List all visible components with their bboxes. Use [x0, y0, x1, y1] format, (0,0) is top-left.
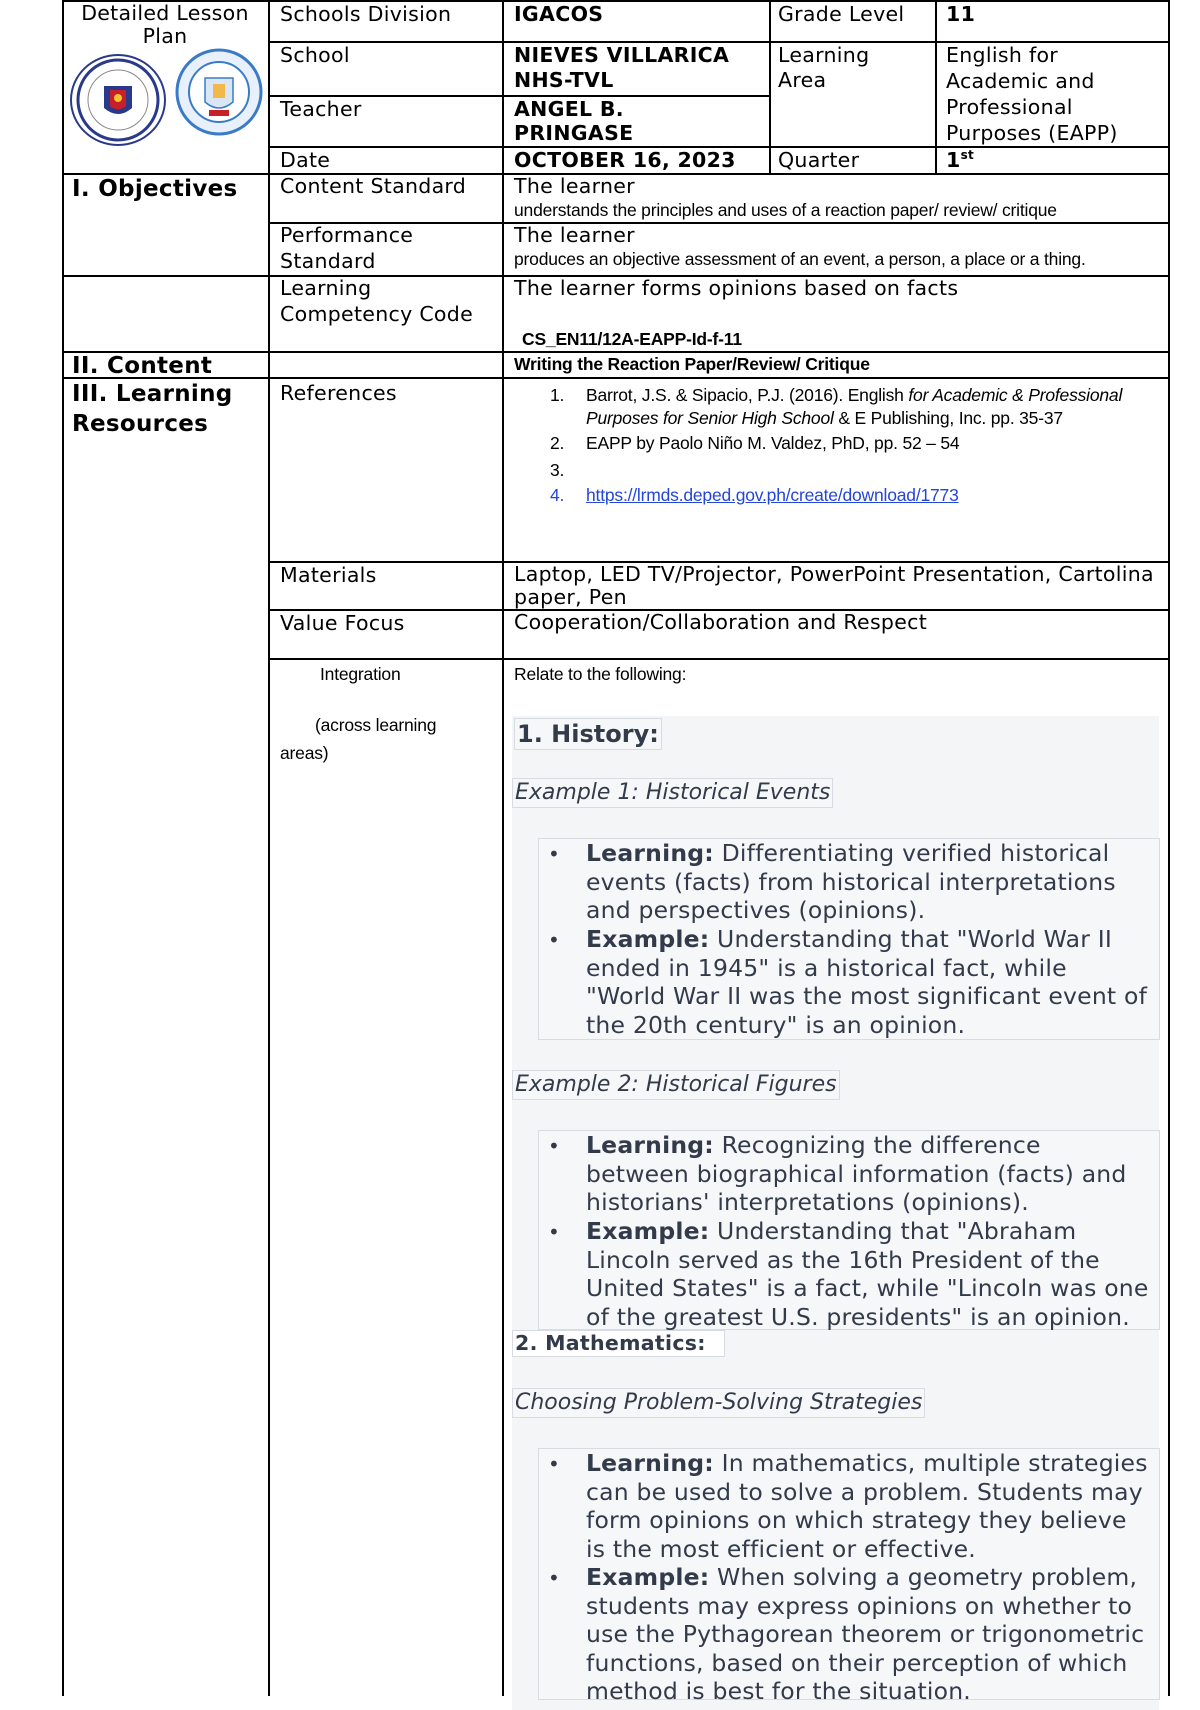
- quarter-value: 1st: [946, 148, 975, 172]
- school-value-line2: NHS-TVL: [514, 68, 614, 92]
- content-heading: II. Content: [72, 353, 213, 379]
- grade-level-value: 11: [946, 2, 976, 26]
- integration-sub-line1: (across learning: [315, 715, 437, 735]
- materials-line1: Laptop, LED TV/Projector, PowerPoint Presentation, Cartolina: [514, 562, 1154, 586]
- schools-division-label: Schools Division: [280, 2, 452, 26]
- example2-title: Example 2: Historical Figures: [512, 1070, 840, 1100]
- ref1-num: 1.: [550, 385, 565, 405]
- materials-line2: paper, Pen: [514, 585, 627, 609]
- competency-label-line1: Learning: [280, 276, 372, 300]
- competency-label-line2: Competency Code: [280, 302, 473, 326]
- objectives-heading: I. Objectives: [72, 176, 238, 202]
- school-seal-logo: [175, 48, 263, 136]
- ref4-num: 4.: [550, 485, 565, 505]
- teacher-value-line2: PRINGASE: [514, 121, 634, 145]
- content-standard-line1: The learner: [514, 174, 635, 198]
- ref1-line1: Barrot, J.S. & Sipacio, P.J. (2016). English for Academic & Professional: [586, 385, 1123, 405]
- performance-standard-line2: produces an objective assessment of an event, a person, a place or a thing.: [514, 249, 1086, 269]
- learning-area-label-line1: Learning: [778, 43, 870, 67]
- learning-area-value-line4: Purposes (EAPP): [946, 121, 1118, 145]
- bullet-ex2-learning: •: [548, 1134, 560, 1158]
- performance-standard-label-line2: Standard: [280, 249, 376, 273]
- resources-heading-line2: Resources: [72, 411, 209, 437]
- ref3-num: 3.: [550, 460, 565, 480]
- ref4-link[interactable]: https://lrmds.deped.gov.ph/create/download/1773: [586, 485, 959, 505]
- learning-area-label-line2: Area: [778, 68, 827, 92]
- date-label: Date: [280, 148, 331, 172]
- references-label: References: [280, 381, 397, 405]
- math-example: Example: When solving a geometry problem, students may express opinions on whether to use the Pythagorean theorem or trigonometric functions, based on their perception of which method is best for the situation.: [586, 1563, 1145, 1705]
- bullet-math-example: •: [548, 1566, 560, 1590]
- materials-label: Materials: [280, 563, 377, 587]
- school-label: School: [280, 43, 350, 67]
- bullet-ex1-learning: •: [548, 842, 560, 866]
- ref1-line2: Purposes for Senior High School & E Publishing, Inc. pp. 35-37: [586, 408, 1063, 428]
- ex2-example: Example: Understanding that "Abraham Lincoln served as the 16th President of the United States" is a fact, while "Lincoln was one of the greatest U.S. presidents" is an opinion.: [586, 1217, 1149, 1331]
- competency-text: The learner forms opinions based on facts: [514, 276, 959, 300]
- bullet-math-learning: •: [548, 1452, 560, 1476]
- relate-text: Relate to the following:: [514, 664, 687, 684]
- learning-area-value-line3: Professional: [946, 95, 1073, 119]
- ex2-learning: Learning: Recognizing the difference between biographical information (facts) and historians' interpretations (opinions).: [586, 1131, 1127, 1216]
- deped-seal-logo: [70, 54, 166, 146]
- integration-sub-line2: areas): [280, 743, 329, 763]
- performance-standard-line1: The learner: [514, 223, 635, 247]
- content-value: Writing the Reaction Paper/Review/ Critique: [514, 354, 870, 374]
- math-title: Choosing Problem-Solving Strategies: [512, 1388, 925, 1418]
- ex1-example: Example: Understanding that "World War II ended in 1945" is a historical fact, while "World War II was the most significant event of the 20th century" is an opinion.: [586, 925, 1148, 1039]
- competency-code: CS_EN11/12A-EAPP-Id-f-11: [522, 329, 742, 349]
- teacher-label: Teacher: [280, 97, 362, 121]
- integration-label: Integration: [320, 664, 401, 684]
- history-heading: 1. History:: [514, 718, 662, 750]
- ref2-num: 2.: [550, 433, 565, 453]
- teacher-value-line1: ANGEL B.: [514, 97, 624, 121]
- ref2-text: EAPP by Paolo Niño M. Valdez, PhD, pp. 52 – 54: [586, 433, 960, 453]
- quarter-label: Quarter: [778, 148, 860, 172]
- grade-level-label: Grade Level: [778, 2, 905, 26]
- value-focus-text: Cooperation/Collaboration and Respect: [514, 610, 928, 634]
- bullet-ex1-example: •: [548, 928, 560, 952]
- performance-standard-label-line1: Performance: [280, 223, 414, 247]
- doc-title: Detailed Lesson Plan: [81, 1, 249, 48]
- resources-heading-line1: III. Learning: [72, 381, 233, 407]
- value-focus-label: Value Focus: [280, 611, 405, 635]
- learning-area-value-line2: Academic and: [946, 69, 1095, 93]
- ex1-learning: Learning: Differentiating verified historical events (facts) from historical interpretations and perspectives (opinions).: [586, 839, 1116, 924]
- date-value: OCTOBER 16, 2023: [514, 148, 736, 172]
- content-standard-line2: understands the principles and uses of a reaction paper/ review/ critique: [514, 200, 1057, 220]
- math-learning: Learning: In mathematics, multiple strategies can be used to solve a problem. Students may form opinions on which strategy they believe is the most efficient or effective.: [586, 1449, 1148, 1563]
- example1-title: Example 1: Historical Events: [512, 778, 833, 808]
- school-value-line1: NIEVES VILLARICA: [514, 43, 730, 67]
- math-heading: 2. Mathematics:: [512, 1330, 725, 1357]
- learning-area-value-line1: English for: [946, 43, 1059, 67]
- bullet-ex2-example: •: [548, 1220, 560, 1244]
- schools-division-value: IGACOS: [514, 2, 604, 26]
- content-standard-label: Content Standard: [280, 174, 467, 198]
